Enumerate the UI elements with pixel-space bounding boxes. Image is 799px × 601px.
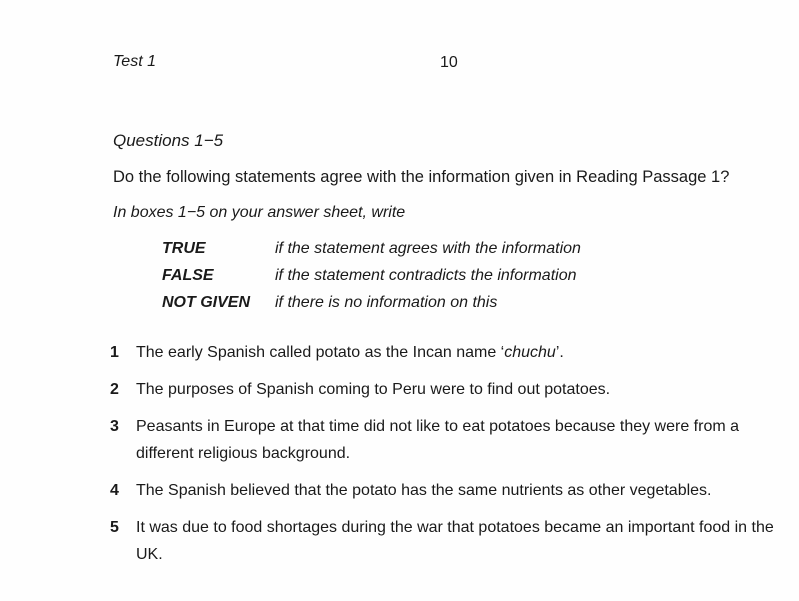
legend-row-true [162, 240, 581, 267]
legend-row-false [162, 267, 581, 294]
test-label: Test 1 [113, 53, 156, 70]
question-item [110, 477, 775, 504]
question-text: Peasants in Europe at that time did not like to eat potatoes because they were from a different religious background. [136, 418, 740, 462]
question-text: The purposes of Spanish coming to Peru were to find out potatoes. [136, 381, 611, 398]
question-number: 3 [110, 418, 119, 435]
question-item [110, 339, 775, 366]
question-list [110, 339, 775, 568]
question-text: The Spanish believed that the potato has the same nutrients as other vegetables. [136, 482, 712, 499]
legend-key: TRUE [162, 240, 206, 257]
question-text-italic: chuchu [504, 344, 556, 361]
answer-legend [162, 240, 581, 321]
question-text [136, 339, 775, 366]
instruction-text: Do the following statements agree with the information given in Reading Passage 1? [113, 168, 730, 186]
sub-instruction-text: In boxes 1−5 on your answer sheet, write [113, 204, 406, 221]
question-text-part: ’. [555, 344, 564, 361]
question-number: 4 [110, 482, 119, 499]
question-number: 5 [110, 519, 119, 536]
legend-desc: if the statement agrees with the information [275, 240, 581, 257]
legend-key: FALSE [162, 267, 214, 284]
legend-key: NOT GIVEN [162, 294, 251, 311]
question-text-part: The early Spanish called potato as the Incan name ‘ [136, 344, 505, 361]
question-text: It was due to food shortages during the war that potatoes became an important food in the UK. [136, 519, 774, 563]
question-number: 2 [110, 381, 119, 398]
question-item [110, 514, 775, 568]
legend-row-not-given [162, 294, 581, 321]
question-item [110, 376, 775, 403]
questions-heading: Questions 1−5 [113, 131, 224, 150]
legend-desc: if there is no information on this [275, 294, 498, 311]
question-item [110, 413, 775, 467]
question-number: 1 [110, 344, 119, 361]
legend-desc: if the statement contradicts the information [275, 267, 577, 284]
page-number: 10 [440, 54, 458, 71]
